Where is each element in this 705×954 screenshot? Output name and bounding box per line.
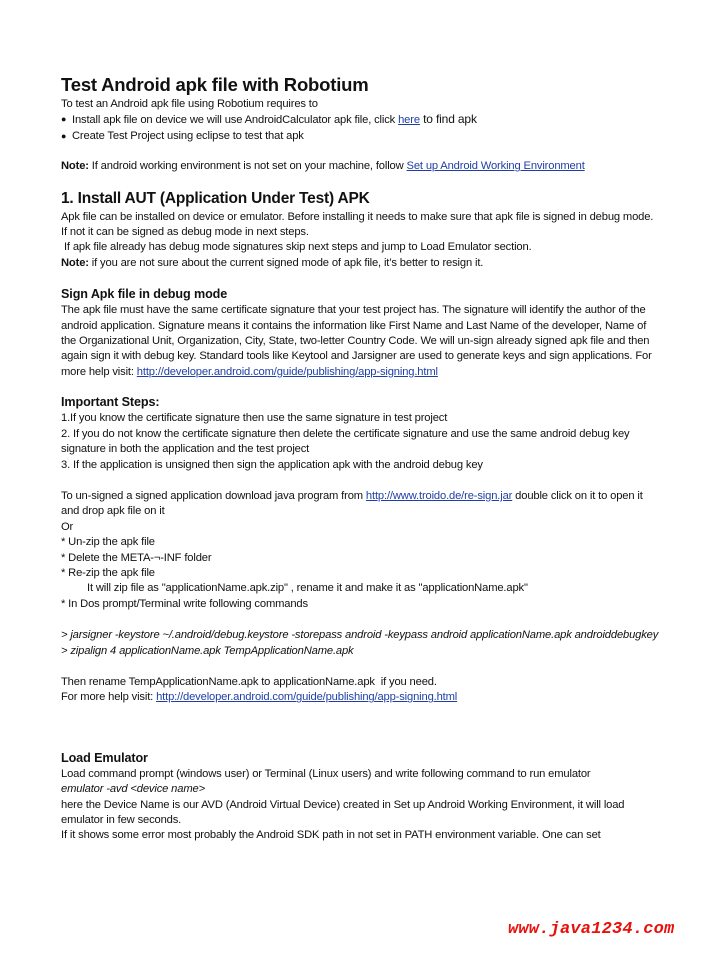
emulator-text: If it shows some error most probably the Android SDK path in not set in PATH environment variable. One can set bbox=[61, 829, 601, 842]
note-text: If android working environment is not set on your machine, follow bbox=[88, 160, 407, 173]
unsign-step: * Un-zip the apk file bbox=[61, 536, 155, 549]
intro-lead: To test an Android apk file using Robotium requires to bbox=[61, 98, 318, 110]
sign-body: The apk file must have the same certificate signature that your test project has. The signature will identify the author of the android application. Signature means it contains the information like First Name and Last Name of the developer, Name of the Organizational Unit, Organization, City, State, two-letter Country Code. We will un-sign already signed apk file and then again sign it with debug key. Standard tools like Keytool and Jarsigner are used to generate keys and sign applications. For more help visit: bbox=[61, 304, 652, 378]
intro-note bbox=[61, 159, 661, 174]
unsign-text bbox=[61, 489, 661, 520]
page-title: Test Android apk file with Robotium bbox=[61, 74, 369, 95]
note-label: Note: bbox=[61, 256, 89, 269]
emulator-command: emulator -avd <device name> bbox=[61, 783, 205, 796]
install-text-skip: If apk file already has debug mode signatures skip next steps and jump to Load Emulator section. bbox=[61, 241, 532, 254]
rename-text: Then rename TempApplicationName.apk to applicationName.apk if you need. bbox=[61, 675, 437, 688]
note-label: Note: bbox=[61, 160, 89, 173]
section-heading-steps: Important Steps: bbox=[61, 395, 160, 410]
section-heading-install: 1. Install AUT (Application Under Test) APK bbox=[61, 189, 370, 207]
note-text: if you are not sure about the current signed mode of apk file, it’s better to resign it. bbox=[88, 256, 484, 269]
install-text: Apk file can be installed on device or emulator. Before installing it needs to make sure that apk file is signed in debug mode. If not it can be signed as debug mode in next steps. bbox=[61, 210, 654, 239]
help-text bbox=[61, 690, 661, 705]
section-heading-sign: Sign Apk file in debug mode bbox=[61, 287, 228, 302]
unsign-step-detail: It will zip file as "applicationName.apk.zip" , rename it and make it as "applicationName.apk" bbox=[87, 582, 528, 595]
unsign-after: double click on it to open it and drop apk file on it bbox=[61, 489, 643, 518]
list-item bbox=[61, 112, 661, 128]
unsign-step: * Re-zip the apk file bbox=[61, 566, 155, 579]
bullet-text-before: Install apk file on device we will use AndroidCalculator apk file, click bbox=[72, 114, 399, 127]
step-item: 1.If you know the certificate signature then use the same signature in test project bbox=[61, 412, 448, 425]
unsign-before: To un-signed a signed application download java program from bbox=[61, 489, 366, 502]
sign-text bbox=[61, 303, 661, 380]
document-page bbox=[61, 74, 661, 844]
step-item: 2. If you do not know the certificate signature then delete the certificate signature and use the same android debug key signature in both the application and the test project bbox=[61, 427, 630, 456]
install-note bbox=[61, 256, 661, 271]
app-signing-link-2[interactable]: http://developer.android.com/guide/publishing/app-signing.html bbox=[156, 691, 458, 704]
app-signing-link[interactable]: http://developer.android.com/guide/publishing/app-signing.html bbox=[136, 365, 438, 378]
bullet-text bbox=[72, 112, 477, 128]
command-zipalign: > zipalign 4 applicationName.apk TempApplicationName.apk bbox=[61, 644, 354, 657]
here-link[interactable]: here bbox=[398, 114, 420, 127]
emulator-text: here the Device Name is our AVD (Android Virtual Device) created in Set up Android Working Environment, it will load emulator in few seconds. bbox=[61, 798, 625, 826]
setup-environment-link[interactable]: Set up Android Working Environment bbox=[406, 160, 585, 173]
command-jarsigner: > jarsigner -keystore ~/.android/debug.keystore -storepass android -keypass android applicationName.apk androiddebugkey bbox=[61, 629, 659, 642]
unsign-step: * In Dos prompt/Terminal write following commands bbox=[61, 597, 308, 610]
bullet-icon: ● bbox=[61, 130, 67, 141]
help-label: For more help visit: bbox=[61, 691, 157, 704]
bullet-text-after: to find apk bbox=[419, 112, 477, 127]
unsign-step: * Delete the META-¬-INF folder bbox=[61, 551, 212, 564]
list-item bbox=[61, 129, 661, 144]
emulator-text: Load command prompt (windows user) or Terminal (Linux users) and write following command to run emulator bbox=[61, 767, 591, 780]
bullet-text: Create Test Project using eclipse to test that apk bbox=[72, 129, 304, 142]
section-heading-emulator: Load Emulator bbox=[61, 750, 148, 765]
bullet-icon: ● bbox=[61, 114, 67, 125]
resign-jar-link[interactable]: http://www.troido.de/re-sign.jar bbox=[365, 489, 513, 502]
step-item: 3. If the application is unsigned then sign the application apk with the android debug key bbox=[61, 458, 483, 471]
or-text: Or bbox=[61, 520, 74, 533]
watermark: www.java1234.com bbox=[508, 920, 675, 939]
